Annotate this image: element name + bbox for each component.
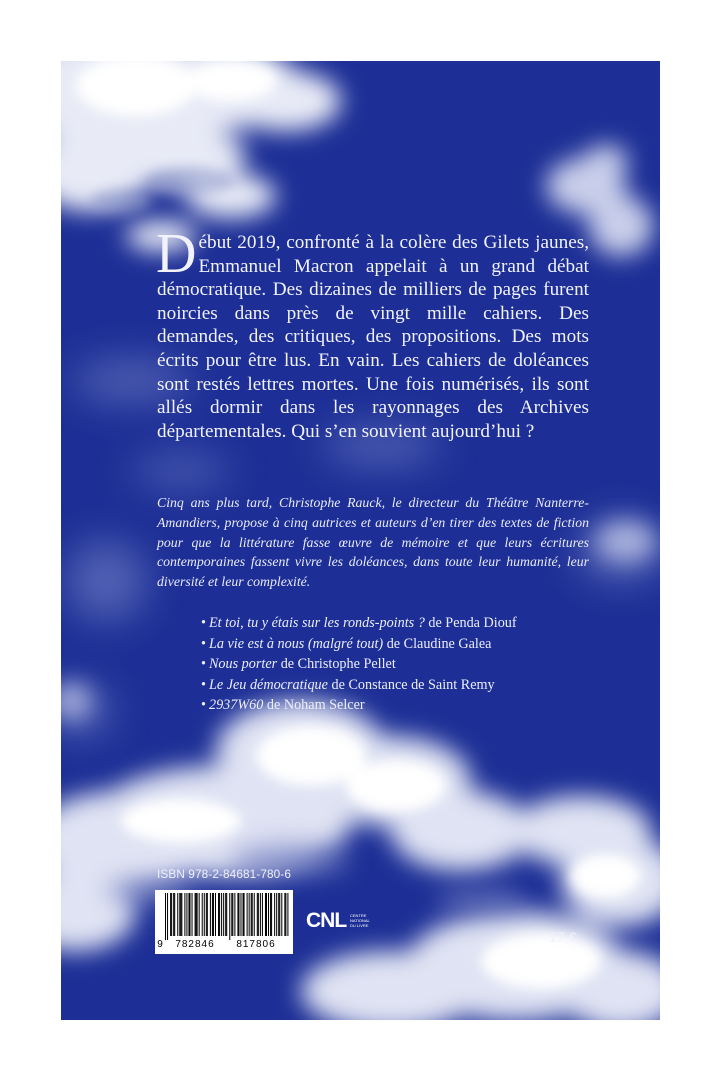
- barcode-bar: [212, 893, 213, 936]
- barcode-bar: [251, 893, 252, 936]
- work-author: de Claudine Galea: [383, 635, 492, 652]
- barcode-bar: [243, 893, 244, 936]
- barcode-bar: [226, 893, 227, 936]
- barcode-bar: [278, 893, 279, 936]
- barcode-bar: [218, 893, 219, 936]
- barcode-bar: [262, 893, 263, 936]
- blurb-text: ébut 2019, confronté à la colère des Gilets jaunes, Emmanuel Macron appelait à un grand débat démocratique. Des dizaines de milliers de pages furent noircies dans près de vingt mille cahiers. Des demandes, des critiques, des propositions. Des mots écrits pour être lus. En vain. Les cahiers de doléances sont restés lettres mortes. Une fois numérisés, ils sont allés dormir dans les rayonnages des Archives départementales. Qui s’en souvient aujourd’hui ?: [157, 232, 589, 442]
- barcode-bar: [252, 893, 253, 936]
- barcode-bar: [171, 893, 172, 936]
- barcode-bar: [215, 893, 216, 936]
- barcode-bar: [271, 893, 272, 936]
- barcode-bar: [266, 893, 267, 936]
- work-author: de Penda Diouf: [424, 615, 517, 631]
- list-item: • La vie est à nous (malgré tout) de Claudine Galea: [201, 635, 492, 652]
- list-item: • Le Jeu démocratique de Constance de Saint Remy: [201, 676, 495, 693]
- intro-paragraph: Cinq ans plus tard, Christophe Rauck, le directeur du Théâtre Nanterre-Amandiers, propose à cinq autrices et auteurs d’en tirer des textes de fiction pour que la littérature fasse œuvre de mémoire et que leurs écritures contemporaines fassent vivre les doléances, dans toute leur humanité, leur diversité et leur complexité.: [157, 495, 589, 590]
- barcode-bar: [237, 893, 238, 936]
- barcode-bar: [180, 893, 181, 936]
- barcode-bar: [240, 893, 241, 936]
- barcode-bar: [165, 893, 166, 940]
- barcode-bar: [225, 893, 226, 936]
- list-item: • Nous porter de Christophe Pellet: [201, 656, 396, 673]
- barcode-bar: [238, 893, 239, 936]
- barcode-bar: [285, 893, 286, 936]
- price-label: 17 €: [549, 929, 577, 945]
- barcode-bar: [270, 893, 271, 936]
- barcode-bar: [207, 893, 208, 936]
- barcode-bar: [287, 893, 288, 936]
- barcode-digits: 9 782846 817806: [157, 938, 276, 950]
- barcode-bar: [234, 893, 235, 936]
- barcode-bar: [199, 893, 200, 936]
- barcode-bar: [249, 893, 250, 936]
- barcode-bar: [167, 893, 168, 940]
- barcode-bar: [284, 893, 285, 936]
- barcode-bar: [179, 893, 180, 936]
- barcode-bar: [202, 893, 203, 936]
- works-list: [201, 613, 561, 716]
- work-author: de Constance de Saint Remy: [327, 676, 495, 693]
- work-author: de Christophe Pellet: [277, 656, 396, 673]
- barcode-bar: [260, 893, 261, 936]
- barcode-bar: [186, 893, 187, 936]
- barcode-bar: [206, 893, 207, 936]
- barcode-bar: [279, 893, 280, 936]
- logo-text: CNL: [306, 909, 347, 932]
- work-title: Le Jeu démocratique: [208, 676, 328, 693]
- barcode-bar: [196, 893, 197, 936]
- barcode-bar: [181, 893, 182, 936]
- barcode-bar: [177, 893, 178, 936]
- list-item: • Et toi, tu y étais sur les ronds-points ? de Penda Diouf: [201, 615, 517, 631]
- barcode-bar: [232, 893, 233, 936]
- cnl-logo: [306, 909, 370, 935]
- work-title: Nous porter: [208, 656, 278, 673]
- logo-subtext: CENTRE NATIONAL DU LIVRE: [350, 913, 370, 928]
- barcode-bar: [195, 893, 196, 936]
- barcode-bar: [192, 893, 193, 936]
- isbn-label: ISBN 978-2-84681-780-6: [157, 867, 292, 881]
- barcode-bar: [219, 893, 220, 936]
- blurb-paragraph: [156, 223, 589, 443]
- barcode-bar: [170, 893, 171, 936]
- barcode-bar: [276, 893, 277, 936]
- barcode-bar: [210, 893, 211, 936]
- barcode: [155, 890, 293, 954]
- drop-cap: D: [156, 223, 197, 285]
- barcode-bar: [265, 893, 266, 936]
- barcode-bar: [221, 893, 222, 936]
- barcode-bar: [197, 893, 198, 936]
- barcode-bar: [274, 893, 275, 936]
- barcode-bar: [174, 893, 175, 936]
- barcode-bar: [213, 893, 214, 936]
- work-author: de Noham Selcer: [263, 697, 365, 714]
- work-title: Et toi, tu y étais sur les ronds-points ?: [208, 615, 425, 631]
- barcode-bar: [223, 893, 224, 936]
- barcode-bar: [247, 893, 248, 936]
- barcode-bar: [229, 893, 230, 940]
- barcode-bar: [204, 893, 205, 936]
- barcode-bar: [254, 893, 255, 936]
- barcode-bar: [257, 893, 258, 936]
- barcode-bar: [188, 893, 189, 936]
- book-back-cover: [61, 61, 660, 1020]
- barcode-bar: [231, 893, 232, 936]
- barcode-bar: [258, 893, 259, 936]
- barcode-bar: [244, 893, 245, 936]
- barcode-bar: [173, 893, 174, 936]
- work-title: La vie est à nous (malgré tout): [208, 635, 384, 652]
- work-title: 2937W60: [208, 697, 264, 714]
- list-item: • 2937W60 de Noham Selcer: [201, 697, 365, 714]
- barcode-bar: [281, 893, 282, 936]
- barcode-bar: [189, 893, 190, 936]
- barcode-bar: [184, 893, 185, 936]
- barcode-bar: [268, 893, 269, 936]
